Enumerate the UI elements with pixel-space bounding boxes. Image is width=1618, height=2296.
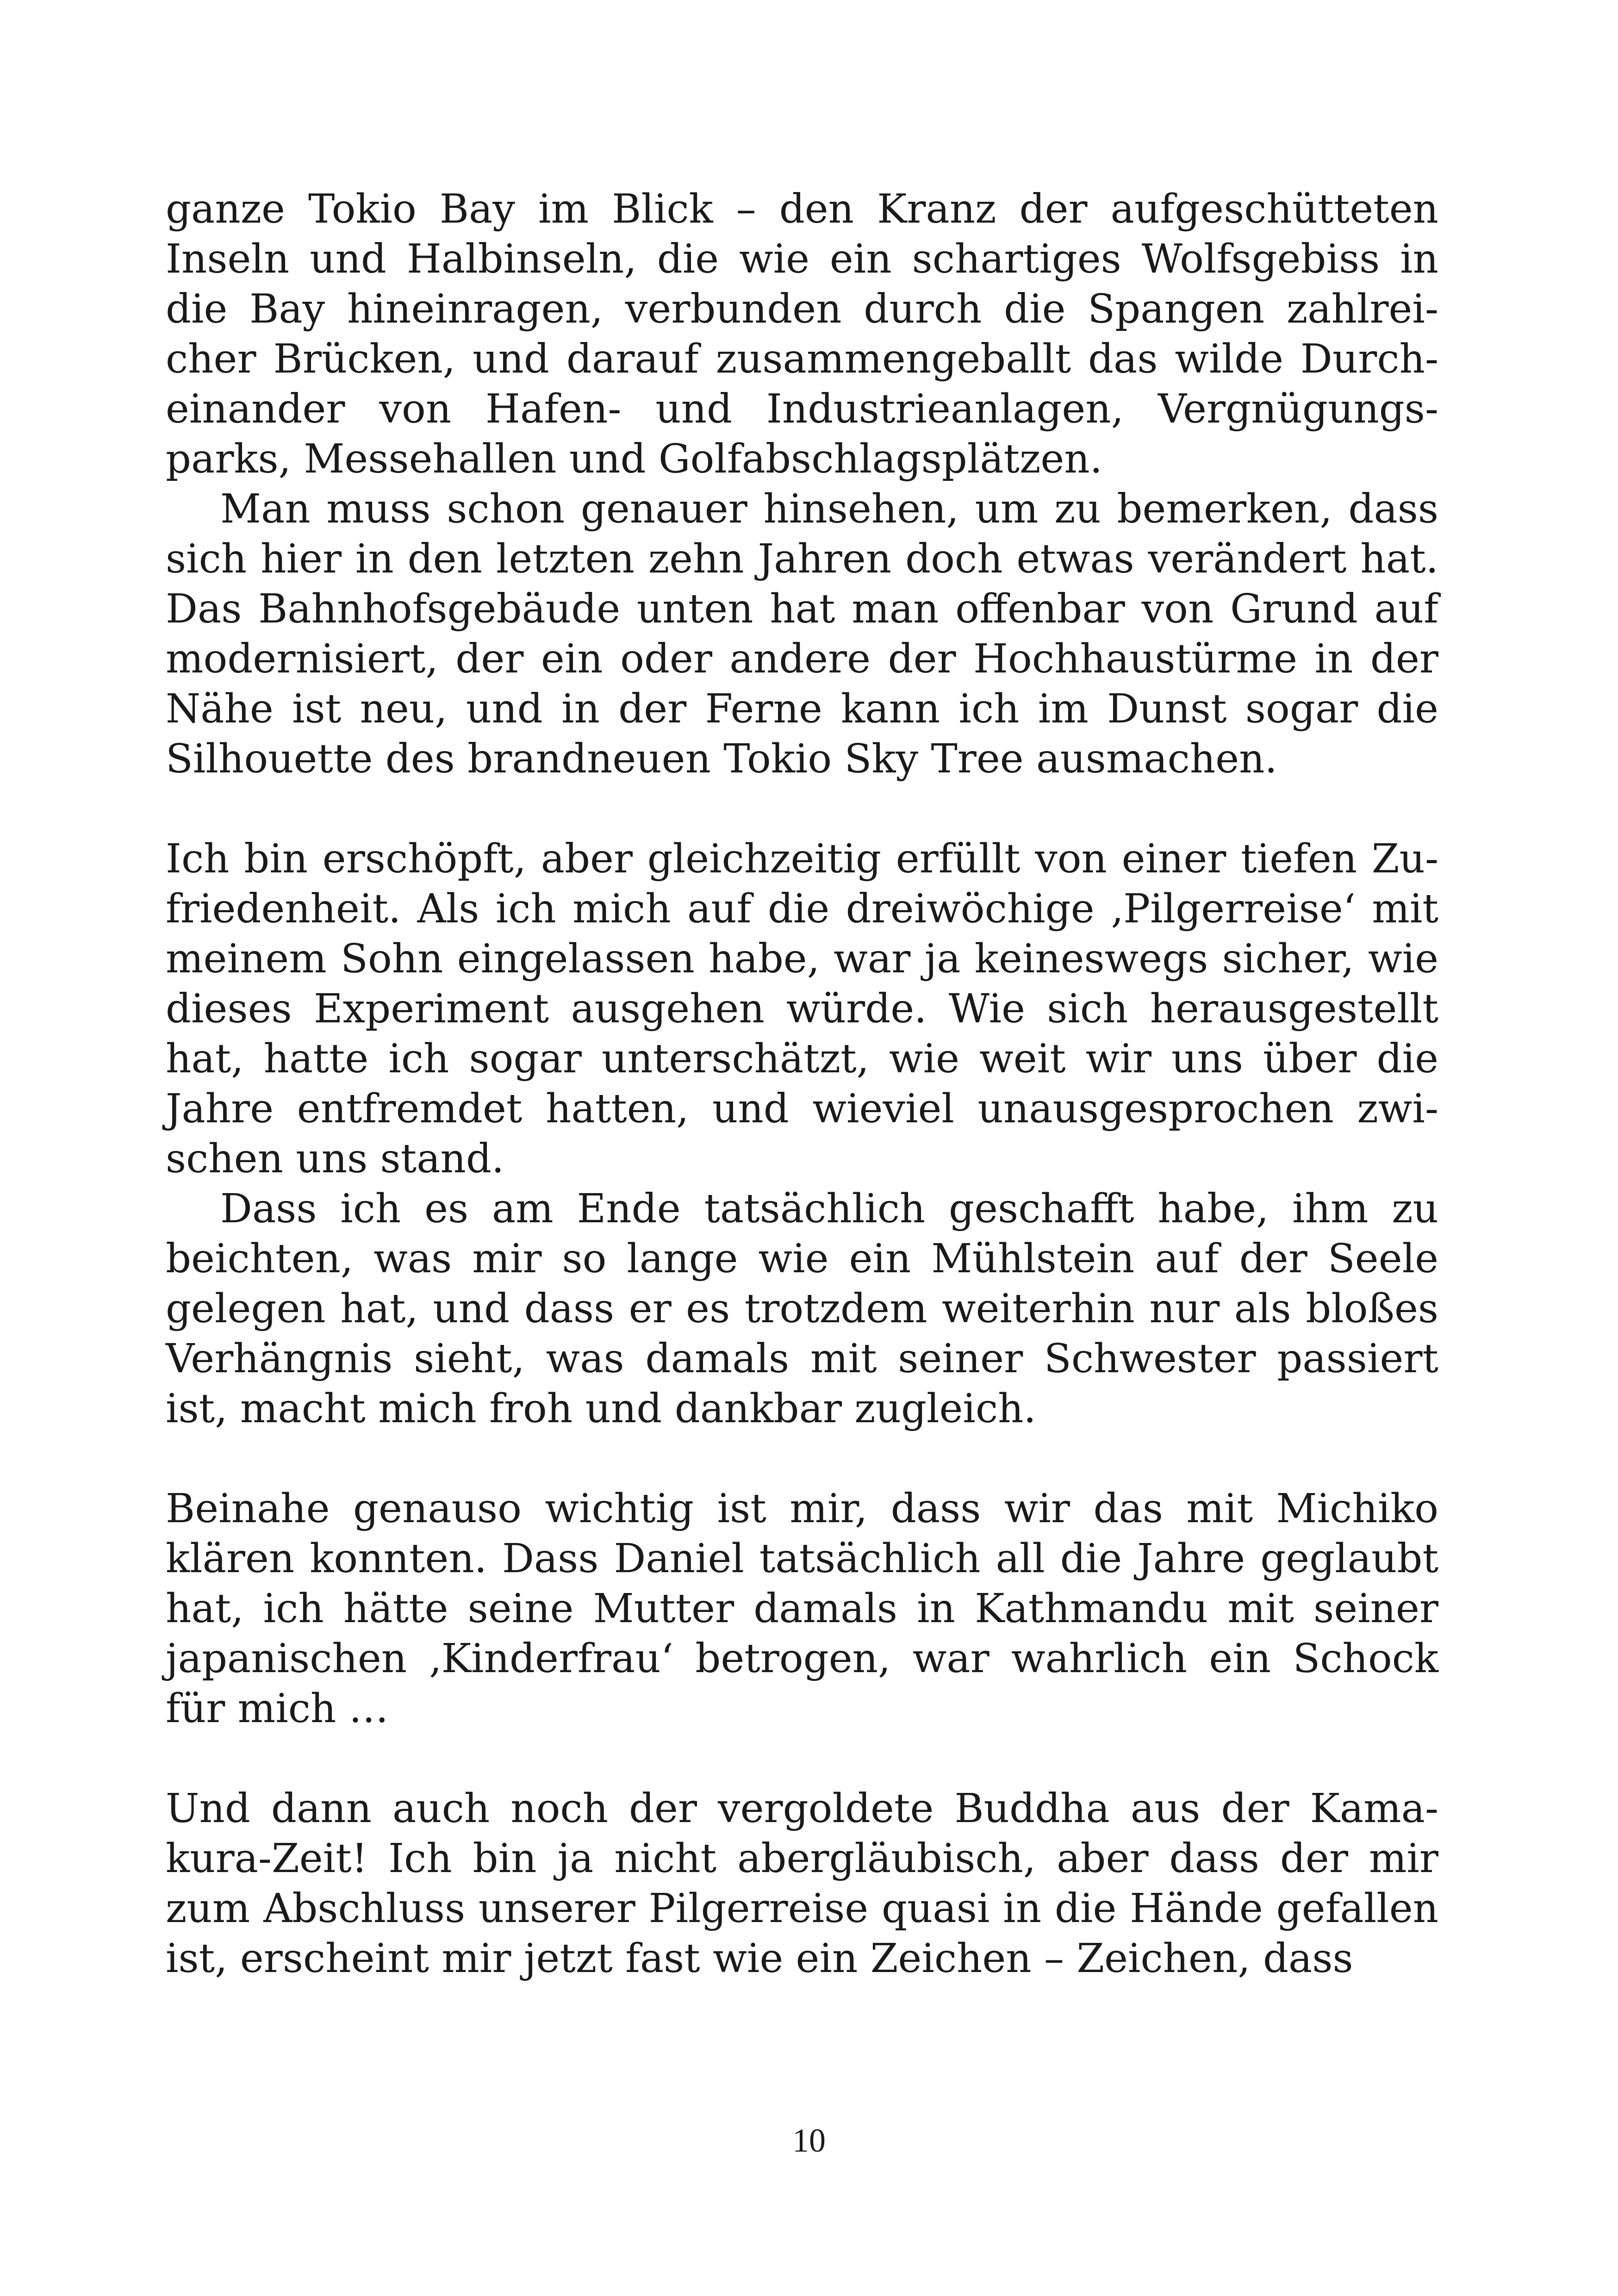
page-number: 10 bbox=[792, 2122, 826, 2159]
paragraph-michiko: Beinahe genauso wichtig ist mir, dass wir das mit Michiko klären konnten. Dass Daniel tatsächlich all die Jahre geglaubt hat, ich hätte seine Mutter damals in Kathmandu mit seiner japanischen ‚Kinderfrau‘ betrogen, war wahrlich ein Schock für mich … bbox=[166, 1486, 1438, 1732]
paragraph-genauer-hinsehen: Man muss schon genauer hinsehen, um zu bemerken, dass sich hier in den letzten zehn Jahren doch etwas verändert hat. Das Bahnhofsgebäude unten hat man offenbar von Grund auf modernisiert, der ein oder andere der Hochhaustürme in der Nähe ist neu, und in der Ferne kann ich im Dunst sogar die Silhouette des brandneuen Tokio Sky Tree ausmachen. bbox=[166, 486, 1438, 782]
paragraph-buddha: Und dann auch noch der vergoldete Buddha aus der Kamakura-Zeit! Ich bin ja nicht abergläubisch, aber dass der mir zum Abschluss unserer Pilgerreise quasi in die Hände gefallen ist, erscheint mir jetzt fast wie ein Zeichen – Zeichen, dass bbox=[166, 1786, 1438, 1982]
paragraph-beichten: Dass ich es am Ende tatsächlich geschafft habe, ihm zu beichten, was mir so lange wie ein Mühlstein auf der Seele gelegen hat, und dass er es trotzdem weiterhin nur als bloßes Verhängnis sieht, was damals mit seiner Schwester passiert ist, macht mich froh und dankbar zugleich. bbox=[166, 1186, 1438, 1432]
paragraph-tokio-bay: ganze Tokio Bay im Blick – den Kranz der aufgeschütteten Inseln und Halbinseln, die wie ein schartiges Wolfsgebiss in die Bay hineinragen, verbunden durch die Spangen zahlreicher Brücken, und darauf zusammengeballt das wilde Durcheinander von Hafen- und Industrieanlagen, Vergnügungsparks, Messehallen und Golfabschlagsplätzen. bbox=[166, 186, 1438, 482]
paragraph-erschoepft: Ich bin erschöpft, aber gleichzeitig erfüllt von einer tiefen Zufriedenheit. Als ich mich auf die dreiwöchige ‚Pilgerreise‘ mit meinem Sohn eingelassen habe, war ja keineswegs sicher, wie dieses Experiment ausgehen würde. Wie sich herausgestellt hat, hatte ich sogar unterschätzt, wie weit wir uns über die Jahre entfremdet hatten, und wieviel unausgesprochen zwischen uns stand. bbox=[166, 836, 1438, 1182]
body-text bbox=[166, 184, 1438, 1984]
